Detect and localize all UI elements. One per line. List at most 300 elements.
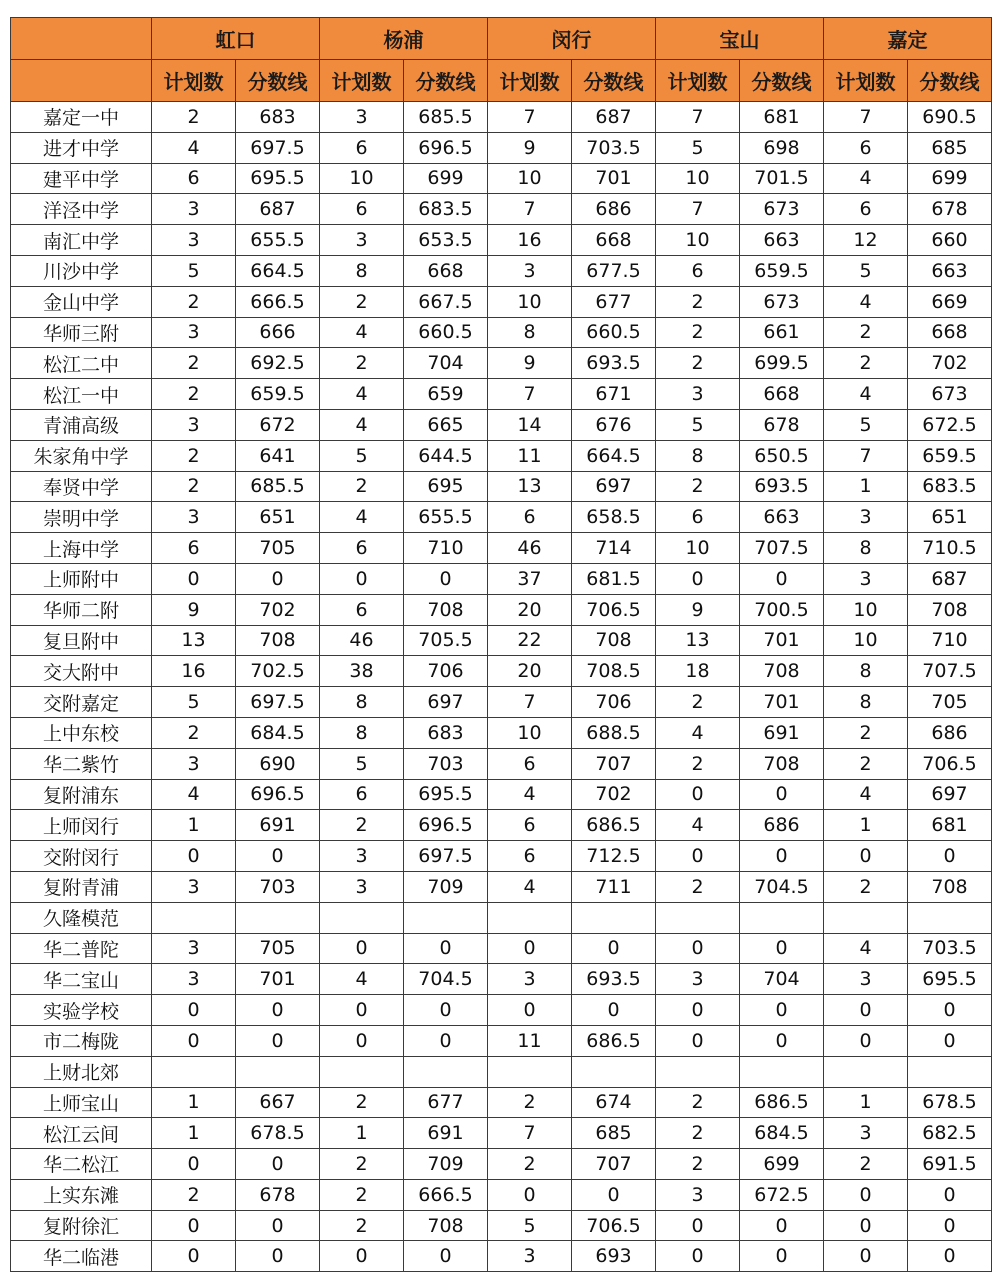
- plan-count-cell: 2: [488, 1087, 572, 1118]
- score-line-cell: [236, 902, 320, 933]
- score-table-container: [10, 17, 992, 1272]
- plan-count-cell: [152, 1056, 236, 1087]
- plan-count-cell: [488, 902, 572, 933]
- table-row: [11, 502, 992, 533]
- table-row: [11, 1179, 992, 1210]
- plan-count-cell: 10: [488, 163, 572, 194]
- plan-count-cell: 5: [656, 132, 740, 163]
- plan-count-cell: 4: [152, 779, 236, 810]
- plan-count-cell: 13: [152, 625, 236, 656]
- corner-cell: [11, 18, 152, 60]
- plan-count-cell: 10: [488, 717, 572, 748]
- score-line-cell: 0: [740, 1241, 824, 1272]
- score-line-cell: 0: [236, 1149, 320, 1180]
- score-line-cell: 664.5: [236, 255, 320, 286]
- plan-count-cell: 3: [656, 1179, 740, 1210]
- score-line-cell: 0: [740, 995, 824, 1026]
- school-name-cell: 建平中学: [11, 163, 152, 194]
- score-line-cell: 659.5: [908, 440, 992, 471]
- table-row: [11, 1210, 992, 1241]
- score-line-cell: 673: [740, 286, 824, 317]
- plan-count-cell: 4: [320, 379, 404, 410]
- school-name-cell: 洋泾中学: [11, 194, 152, 225]
- score-line-cell: 666.5: [404, 1179, 488, 1210]
- school-name-cell: 市二梅陇: [11, 1025, 152, 1056]
- plan-count-cell: 5: [320, 748, 404, 779]
- score-line-cell: [404, 1056, 488, 1087]
- plan-count-cell: 2: [656, 687, 740, 718]
- score-line-cell: 691: [740, 717, 824, 748]
- plan-count-cell: 3: [152, 502, 236, 533]
- score-line-cell: 710: [908, 625, 992, 656]
- plan-count-cell: 5: [152, 255, 236, 286]
- score-line-cell: 710: [404, 533, 488, 564]
- score-line-cell: 0: [572, 933, 656, 964]
- score-line-cell: 678.5: [908, 1087, 992, 1118]
- score-line-cell: 681.5: [572, 563, 656, 594]
- score-line-cell: 0: [236, 841, 320, 872]
- plan-count-cell: 9: [488, 348, 572, 379]
- plan-count-cell: [320, 902, 404, 933]
- plan-count-cell: 5: [656, 409, 740, 440]
- plan-count-cell: 5: [824, 255, 908, 286]
- plan-count-cell: 2: [152, 440, 236, 471]
- score-line-cell: 660.5: [404, 317, 488, 348]
- plan-count-cell: 0: [824, 1179, 908, 1210]
- district-header: 闵行: [488, 18, 656, 60]
- score-line-cell: 678: [908, 194, 992, 225]
- plan-count-cell: 0: [152, 1149, 236, 1180]
- score-line-cell: 688.5: [572, 717, 656, 748]
- plan-count-cell: 7: [656, 102, 740, 133]
- score-line-cell: 687: [572, 102, 656, 133]
- score-line-cell: 678: [740, 409, 824, 440]
- plan-count-cell: 8: [824, 533, 908, 564]
- plan-count-cell: 7: [824, 440, 908, 471]
- plan-count-cell: 0: [152, 563, 236, 594]
- score-line-cell: 704: [404, 348, 488, 379]
- plan-count-cell: 3: [488, 1241, 572, 1272]
- table-row: [11, 163, 992, 194]
- score-line-cell: 686.5: [740, 1087, 824, 1118]
- plan-count-cell: 13: [488, 471, 572, 502]
- school-name-cell: 上海中学: [11, 533, 152, 564]
- score-line-cell: 705: [908, 687, 992, 718]
- score-line-cell: 659.5: [740, 255, 824, 286]
- score-line-cell: 686: [572, 194, 656, 225]
- score-line-cell: 698: [740, 132, 824, 163]
- score-line-cell: 683: [236, 102, 320, 133]
- plan-count-cell: [488, 1056, 572, 1087]
- score-line-cell: 697.5: [404, 841, 488, 872]
- plan-count-cell: 4: [320, 502, 404, 533]
- score-line-cell: 0: [404, 563, 488, 594]
- plan-count-cell: 0: [824, 1210, 908, 1241]
- school-name-cell: 华二紫竹: [11, 748, 152, 779]
- plan-count-cell: 3: [824, 1118, 908, 1149]
- plan-count-cell: 3: [152, 409, 236, 440]
- school-name-cell: 上实东滩: [11, 1179, 152, 1210]
- score-line-cell: 703.5: [908, 933, 992, 964]
- score-line-cell: 0: [236, 995, 320, 1026]
- plan-count-cell: 8: [320, 687, 404, 718]
- plan-count-cell: 0: [152, 1210, 236, 1241]
- plan-count-cell: 3: [152, 194, 236, 225]
- score-line-cell: 703: [236, 871, 320, 902]
- table-row: [11, 687, 992, 718]
- plan-count-cell: 22: [488, 625, 572, 656]
- plan-count-cell: 6: [488, 810, 572, 841]
- score-line-cell: 683.5: [404, 194, 488, 225]
- plan-count-cell: 4: [824, 286, 908, 317]
- score-line-cell: 701: [740, 625, 824, 656]
- score-line-cell: 705: [236, 533, 320, 564]
- plan-count-cell: 7: [656, 194, 740, 225]
- score-line-cell: 676: [572, 409, 656, 440]
- score-line-cell: 660.5: [572, 317, 656, 348]
- score-line-cell: 681: [908, 810, 992, 841]
- plan-count-cell: 1: [320, 1118, 404, 1149]
- plan-count-cell: 0: [152, 1241, 236, 1272]
- plan-count-cell: 0: [656, 1025, 740, 1056]
- score-line-cell: 710.5: [908, 533, 992, 564]
- score-line-cell: 695.5: [404, 779, 488, 810]
- score-line-cell: 686.5: [572, 810, 656, 841]
- plan-count-cell: 2: [320, 1179, 404, 1210]
- plan-count-cell: 7: [488, 194, 572, 225]
- score-line-cell: 678: [236, 1179, 320, 1210]
- score-line-cell: 702: [908, 348, 992, 379]
- score-line-cell: 696.5: [404, 810, 488, 841]
- score-line-cell: 695.5: [236, 163, 320, 194]
- table-row: [11, 317, 992, 348]
- score-line-cell: 707: [572, 1149, 656, 1180]
- plan-count-cell: 6: [320, 132, 404, 163]
- score-line-cell: 0: [740, 563, 824, 594]
- score-line-cell: 663: [740, 225, 824, 256]
- table-row: [11, 933, 992, 964]
- table-row: [11, 1149, 992, 1180]
- school-name-cell: 华二宝山: [11, 964, 152, 995]
- plan-count-cell: 3: [152, 933, 236, 964]
- plan-count-cell: 2: [152, 379, 236, 410]
- plan-count-cell: 4: [824, 779, 908, 810]
- plan-count-cell: 2: [488, 1149, 572, 1180]
- plan-count-header: 计划数: [488, 60, 572, 102]
- school-name-cell: 崇明中学: [11, 502, 152, 533]
- score-line-cell: 691: [236, 810, 320, 841]
- plan-count-cell: 3: [488, 964, 572, 995]
- table-row: [11, 717, 992, 748]
- score-line-cell: 708: [740, 656, 824, 687]
- score-line-cell: 708.5: [572, 656, 656, 687]
- score-line-cell: 699: [404, 163, 488, 194]
- score-line-cell: [908, 1056, 992, 1087]
- plan-count-cell: 1: [152, 1118, 236, 1149]
- school-name-cell: 青浦高级: [11, 409, 152, 440]
- table-header: [11, 18, 992, 102]
- plan-count-cell: 2: [152, 102, 236, 133]
- plan-count-cell: 9: [656, 594, 740, 625]
- plan-count-cell: 6: [320, 533, 404, 564]
- school-name-cell: 南汇中学: [11, 225, 152, 256]
- school-name-cell: 奉贤中学: [11, 471, 152, 502]
- school-name-cell: 实验学校: [11, 995, 152, 1026]
- table-row: [11, 194, 992, 225]
- table-row: [11, 286, 992, 317]
- plan-count-cell: 2: [152, 1179, 236, 1210]
- score-line-cell: 671: [572, 379, 656, 410]
- plan-count-cell: 0: [824, 1025, 908, 1056]
- score-line-cell: 683: [404, 717, 488, 748]
- score-line-cell: 686: [908, 717, 992, 748]
- district-header: 嘉定: [824, 18, 992, 60]
- score-line-cell: [236, 1056, 320, 1087]
- score-line-cell: 661: [740, 317, 824, 348]
- school-name-cell: 上师附中: [11, 563, 152, 594]
- plan-count-cell: 3: [320, 871, 404, 902]
- table-row: [11, 594, 992, 625]
- plan-count-cell: 4: [320, 317, 404, 348]
- plan-count-cell: 6: [488, 748, 572, 779]
- plan-count-cell: 4: [824, 163, 908, 194]
- score-line-cell: 686.5: [572, 1025, 656, 1056]
- score-line-cell: 0: [740, 1210, 824, 1241]
- plan-count-cell: [824, 902, 908, 933]
- score-line-cell: 693.5: [740, 471, 824, 502]
- score-line-cell: 699: [908, 163, 992, 194]
- plan-count-cell: 2: [656, 748, 740, 779]
- plan-count-cell: 4: [320, 964, 404, 995]
- score-line-cell: 673: [908, 379, 992, 410]
- plan-count-cell: 0: [824, 1241, 908, 1272]
- score-line-cell: 693.5: [572, 348, 656, 379]
- score-line-cell: 668: [908, 317, 992, 348]
- school-name-cell: 交附闵行: [11, 841, 152, 872]
- score-line-cell: 687: [236, 194, 320, 225]
- plan-count-cell: 46: [320, 625, 404, 656]
- plan-count-cell: 20: [488, 594, 572, 625]
- plan-count-cell: 0: [488, 995, 572, 1026]
- plan-count-cell: 7: [488, 687, 572, 718]
- score-line-cell: 0: [740, 841, 824, 872]
- school-name-cell: 上财北郊: [11, 1056, 152, 1087]
- admission-score-table: [10, 17, 992, 1272]
- plan-count-cell: 2: [152, 286, 236, 317]
- plan-count-cell: 13: [656, 625, 740, 656]
- score-line-cell: 690.5: [908, 102, 992, 133]
- district-header-row: [11, 18, 992, 60]
- table-row: [11, 225, 992, 256]
- score-line-header: 分数线: [572, 60, 656, 102]
- score-line-cell: 690: [236, 748, 320, 779]
- plan-count-cell: 5: [320, 440, 404, 471]
- plan-count-cell: 2: [152, 471, 236, 502]
- score-line-cell: 706.5: [572, 1210, 656, 1241]
- plan-count-cell: 6: [320, 194, 404, 225]
- plan-count-cell: 4: [824, 933, 908, 964]
- plan-count-cell: 3: [824, 502, 908, 533]
- plan-count-cell: 6: [656, 255, 740, 286]
- plan-count-cell: 0: [320, 563, 404, 594]
- score-line-cell: 695: [404, 471, 488, 502]
- plan-count-cell: 0: [320, 1241, 404, 1272]
- score-line-cell: 697: [572, 471, 656, 502]
- score-line-cell: 0: [908, 841, 992, 872]
- plan-count-cell: 5: [488, 1210, 572, 1241]
- plan-count-cell: 10: [320, 163, 404, 194]
- school-name-cell: 嘉定一中: [11, 102, 152, 133]
- score-line-cell: 0: [908, 1241, 992, 1272]
- plan-count-cell: 3: [152, 748, 236, 779]
- score-line-cell: 702: [572, 779, 656, 810]
- score-line-cell: 703: [404, 748, 488, 779]
- plan-count-cell: 2: [656, 471, 740, 502]
- score-line-cell: 677.5: [572, 255, 656, 286]
- plan-count-header: 计划数: [656, 60, 740, 102]
- score-line-cell: 691: [404, 1118, 488, 1149]
- score-line-cell: 682.5: [908, 1118, 992, 1149]
- plan-count-cell: 37: [488, 563, 572, 594]
- score-line-cell: 0: [236, 563, 320, 594]
- plan-count-cell: 2: [656, 348, 740, 379]
- score-line-header: 分数线: [236, 60, 320, 102]
- plan-count-cell: 8: [488, 317, 572, 348]
- score-line-cell: [908, 902, 992, 933]
- plan-count-cell: 2: [320, 471, 404, 502]
- score-line-cell: 0: [740, 779, 824, 810]
- district-header: 虹口: [152, 18, 320, 60]
- school-name-cell: 松江二中: [11, 348, 152, 379]
- score-line-cell: 701: [236, 964, 320, 995]
- plan-count-cell: 6: [488, 502, 572, 533]
- corner-cell: [11, 60, 152, 102]
- plan-count-cell: 2: [320, 286, 404, 317]
- score-line-cell: 0: [908, 1210, 992, 1241]
- plan-count-cell: 2: [656, 1149, 740, 1180]
- plan-count-cell: 8: [656, 440, 740, 471]
- plan-count-cell: 2: [824, 717, 908, 748]
- sub-header-row: [11, 60, 992, 102]
- plan-count-cell: 6: [824, 132, 908, 163]
- score-line-cell: 684.5: [740, 1118, 824, 1149]
- score-line-cell: 668: [740, 379, 824, 410]
- plan-count-cell: [152, 902, 236, 933]
- district-header: 宝山: [656, 18, 824, 60]
- score-line-cell: 641: [236, 440, 320, 471]
- plan-count-cell: 2: [824, 748, 908, 779]
- plan-count-cell: [656, 1056, 740, 1087]
- school-name-cell: 复附徐汇: [11, 1210, 152, 1241]
- table-row: [11, 964, 992, 995]
- school-name-cell: 松江一中: [11, 379, 152, 410]
- plan-count-cell: 10: [656, 225, 740, 256]
- school-name-cell: 交大附中: [11, 656, 152, 687]
- plan-count-cell: 0: [152, 1025, 236, 1056]
- score-line-cell: 699.5: [740, 348, 824, 379]
- table-row: [11, 471, 992, 502]
- plan-count-cell: 3: [488, 255, 572, 286]
- school-name-cell: 进才中学: [11, 132, 152, 163]
- score-line-cell: 666: [236, 317, 320, 348]
- plan-count-cell: 0: [656, 995, 740, 1026]
- plan-count-cell: 10: [824, 625, 908, 656]
- score-line-cell: 708: [908, 871, 992, 902]
- score-line-cell: 663: [908, 255, 992, 286]
- score-line-cell: 0: [908, 995, 992, 1026]
- score-line-cell: 708: [404, 1210, 488, 1241]
- score-line-cell: 0: [740, 933, 824, 964]
- plan-count-cell: 0: [320, 933, 404, 964]
- table-body: [11, 102, 992, 1272]
- school-name-cell: 复附浦东: [11, 779, 152, 810]
- score-line-cell: 659.5: [236, 379, 320, 410]
- plan-count-cell: 0: [152, 995, 236, 1026]
- score-line-cell: 702.5: [236, 656, 320, 687]
- score-line-cell: 702: [236, 594, 320, 625]
- score-line-cell: [740, 902, 824, 933]
- plan-count-cell: 0: [824, 841, 908, 872]
- plan-count-cell: 5: [152, 687, 236, 718]
- score-line-cell: 708: [908, 594, 992, 625]
- plan-count-cell: 7: [488, 379, 572, 410]
- plan-count-cell: [320, 1056, 404, 1087]
- plan-count-cell: 0: [656, 933, 740, 964]
- score-line-cell: 693.5: [572, 964, 656, 995]
- table-row: [11, 871, 992, 902]
- plan-count-cell: 2: [656, 871, 740, 902]
- score-line-cell: 708: [236, 625, 320, 656]
- score-line-cell: 644.5: [404, 440, 488, 471]
- score-line-cell: 697: [908, 779, 992, 810]
- table-row: [11, 533, 992, 564]
- plan-count-cell: 1: [824, 1087, 908, 1118]
- table-row: [11, 1118, 992, 1149]
- table-row: [11, 841, 992, 872]
- score-line-cell: 0: [404, 1025, 488, 1056]
- score-line-cell: 0: [236, 1025, 320, 1056]
- score-line-cell: 712.5: [572, 841, 656, 872]
- plan-count-cell: 7: [824, 102, 908, 133]
- score-line-cell: 0: [572, 995, 656, 1026]
- score-line-cell: 0: [908, 1179, 992, 1210]
- score-line-cell: 677: [404, 1087, 488, 1118]
- school-name-cell: 久隆模范: [11, 902, 152, 933]
- score-line-cell: 660: [908, 225, 992, 256]
- plan-count-cell: 3: [320, 102, 404, 133]
- plan-count-cell: 10: [656, 533, 740, 564]
- score-line-cell: 667.5: [404, 286, 488, 317]
- school-name-cell: 华二临港: [11, 1241, 152, 1272]
- table-row: [11, 102, 992, 133]
- score-line-cell: 709: [404, 871, 488, 902]
- score-line-cell: 696.5: [236, 779, 320, 810]
- plan-count-cell: 4: [656, 810, 740, 841]
- score-line-cell: 704.5: [404, 964, 488, 995]
- score-line-cell: 693: [572, 1241, 656, 1272]
- table-row: [11, 748, 992, 779]
- plan-count-cell: [824, 1056, 908, 1087]
- plan-count-cell: 2: [320, 1210, 404, 1241]
- score-line-cell: 714: [572, 533, 656, 564]
- score-line-cell: 0: [236, 1241, 320, 1272]
- score-line-cell: 683.5: [908, 471, 992, 502]
- score-line-cell: 672.5: [740, 1179, 824, 1210]
- plan-count-cell: 2: [656, 317, 740, 348]
- score-line-cell: 707: [572, 748, 656, 779]
- plan-count-header: 计划数: [152, 60, 236, 102]
- plan-count-cell: 5: [824, 409, 908, 440]
